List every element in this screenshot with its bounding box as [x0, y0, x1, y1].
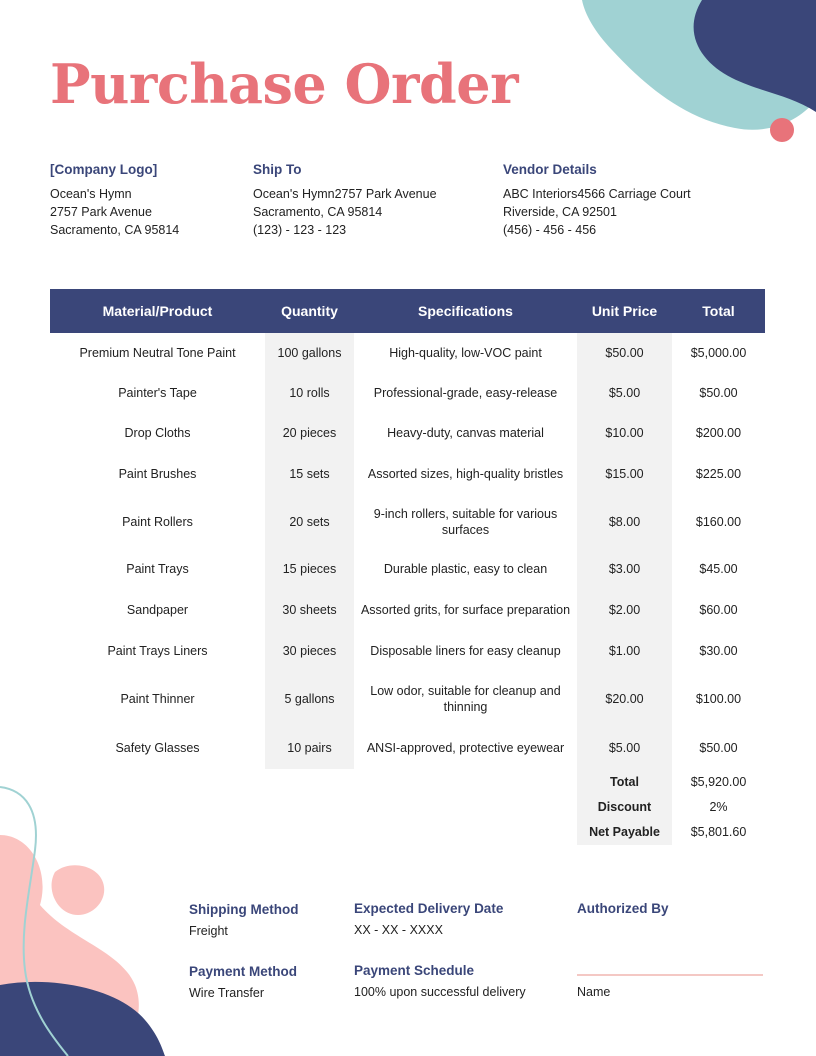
cell-unit-price: $3.00: [577, 549, 672, 589]
cell-specifications: Professional-grade, easy-release: [373, 386, 558, 400]
delivery-date-label: Expected Delivery Date: [354, 901, 504, 916]
header-quantity: Quantity: [265, 289, 354, 333]
cell-material: Premium Neutral Tone Paint: [79, 346, 236, 360]
table-row: [50, 494, 765, 549]
vendor-line: (456) - 456 - 456: [503, 223, 597, 237]
cell-specifications: Heavy-duty, canvas material: [387, 426, 544, 440]
authorized-by-label: Authorized By: [577, 901, 669, 916]
header-total: Total: [672, 289, 765, 333]
cell-specifications: Durable plastic, easy to clean: [383, 562, 548, 576]
cell-quantity: 30 pieces: [265, 631, 354, 671]
cell-unit-price: $15.00: [577, 453, 672, 494]
shipping-method-value: Freight: [189, 924, 228, 938]
cell-unit-price: $5.00: [577, 373, 672, 413]
cell-unit-price: $8.00: [577, 494, 672, 549]
cell-total: $100.00: [695, 692, 742, 706]
cell-quantity: 30 sheets: [265, 589, 354, 631]
delivery-date-value: XX - XX - XXXX: [354, 923, 443, 937]
ship-to-line: Ocean's Hymn2757 Park Avenue: [253, 187, 437, 201]
vendor-line: Riverside, CA 92501: [503, 205, 617, 219]
cell-specifications: High-quality, low-VOC paint: [389, 346, 542, 360]
signature-line: [577, 974, 763, 976]
cell-specifications: Low odor, suitable for cleanup and thinning: [370, 684, 561, 714]
ship-to-line: (123) - 123 - 123: [253, 223, 347, 237]
payment-method-label: Payment Method: [189, 964, 298, 979]
cell-total: $5,000.00: [690, 346, 747, 360]
vendor-line: ABC Interiors4566 Carriage Court: [503, 187, 691, 201]
summary-net-payable-label: Net Payable: [577, 819, 672, 845]
coral-dot: [770, 118, 794, 142]
header-specifications: Specifications: [354, 289, 577, 333]
summary-discount-value: 2%: [709, 799, 728, 814]
header-material: Material/Product: [50, 289, 265, 333]
cell-quantity: 10 rolls: [265, 373, 354, 413]
summary-row-discount: [50, 794, 765, 819]
payment-method-value: Wire Transfer: [189, 986, 265, 1000]
cell-quantity: 100 gallons: [265, 333, 354, 373]
company-line: Ocean's Hymn: [50, 187, 132, 201]
cell-material: Paint Trays: [126, 562, 189, 576]
cell-total: $45.00: [699, 562, 738, 576]
ship-to-block: [253, 161, 437, 239]
cell-specifications: Assorted grits, for surface preparation: [360, 603, 571, 617]
table-header-row: [50, 289, 765, 333]
shipping-method-label: Shipping Method: [189, 902, 299, 917]
cell-material: Safety Glasses: [115, 741, 200, 755]
cell-total: $200.00: [695, 426, 742, 440]
cell-unit-price: $50.00: [577, 333, 672, 373]
summary-row-net-payable: [50, 819, 765, 845]
ship-to-heading: Ship To: [253, 162, 302, 177]
cell-specifications: Assorted sizes, high-quality bristles: [367, 466, 564, 481]
table-row: [50, 453, 765, 494]
summary-total-value: $5,920.00: [690, 774, 747, 789]
cell-total: $160.00: [695, 514, 742, 529]
table-row: [50, 589, 765, 631]
cell-material: Paint Thinner: [120, 692, 195, 706]
company-line: 2757 Park Avenue: [50, 205, 152, 219]
table-row: [50, 727, 765, 769]
cell-unit-price: $20.00: [577, 671, 672, 727]
cell-quantity: 20 pieces: [265, 413, 354, 453]
cell-material: Drop Cloths: [124, 426, 191, 440]
cell-unit-price: $5.00: [577, 727, 672, 769]
page-title: Purchase Order: [50, 52, 519, 116]
cell-material: Paint Trays Liners: [107, 644, 208, 658]
cell-material: Paint Rollers: [122, 514, 193, 529]
vendor-heading: Vendor Details: [503, 162, 597, 177]
table-row: [50, 413, 765, 453]
cell-unit-price: $10.00: [577, 413, 672, 453]
cell-specifications: 9-inch rollers, suitable for various surfaces: [373, 506, 558, 537]
cell-total: $50.00: [699, 741, 738, 755]
ship-to-line: Sacramento, CA 95814: [253, 205, 383, 219]
summary-net-payable-value: $5,801.60: [690, 825, 747, 839]
cell-total: $50.00: [699, 386, 738, 400]
authorized-name-label: Name: [577, 985, 611, 999]
cell-quantity: 10 pairs: [265, 727, 354, 769]
payment-schedule-value: 100% upon successful delivery: [354, 985, 526, 999]
cell-specifications: Disposable liners for easy cleanup: [370, 644, 561, 658]
items-table: [50, 289, 765, 845]
cell-unit-price: $1.00: [577, 631, 672, 671]
table-row: [50, 549, 765, 589]
cell-material: Painter's Tape: [118, 386, 197, 400]
cell-quantity: 15 sets: [265, 453, 354, 494]
payment-schedule-label: Payment Schedule: [354, 963, 475, 978]
vendor-block: [503, 161, 691, 239]
table-row: [50, 631, 765, 671]
cell-quantity: 5 gallons: [265, 671, 354, 727]
table-row: [50, 333, 765, 373]
cell-quantity: 20 sets: [265, 494, 354, 549]
cell-material: Paint Brushes: [118, 466, 197, 481]
cell-total: $60.00: [699, 603, 738, 617]
company-line: Sacramento, CA 95814: [50, 223, 180, 237]
table-row: [50, 373, 765, 413]
company-logo-heading: [Company Logo]: [50, 162, 158, 177]
cell-unit-price: $2.00: [577, 589, 672, 631]
table-row: [50, 671, 765, 727]
cell-total: $225.00: [695, 466, 742, 481]
summary-discount-label: Discount: [577, 794, 672, 819]
cell-total: $30.00: [699, 644, 738, 658]
navy-bottom-blob: [0, 982, 165, 1056]
summary-total-label: Total: [577, 769, 672, 794]
company-block: [50, 161, 179, 239]
cell-quantity: 15 pieces: [265, 549, 354, 589]
header-unit-price: Unit Price: [577, 289, 672, 333]
summary-row-total: [50, 769, 765, 794]
cell-specifications: ANSI-approved, protective eyewear: [366, 741, 565, 755]
pink-blob-small: [52, 865, 105, 915]
cell-material: Sandpaper: [126, 603, 189, 617]
